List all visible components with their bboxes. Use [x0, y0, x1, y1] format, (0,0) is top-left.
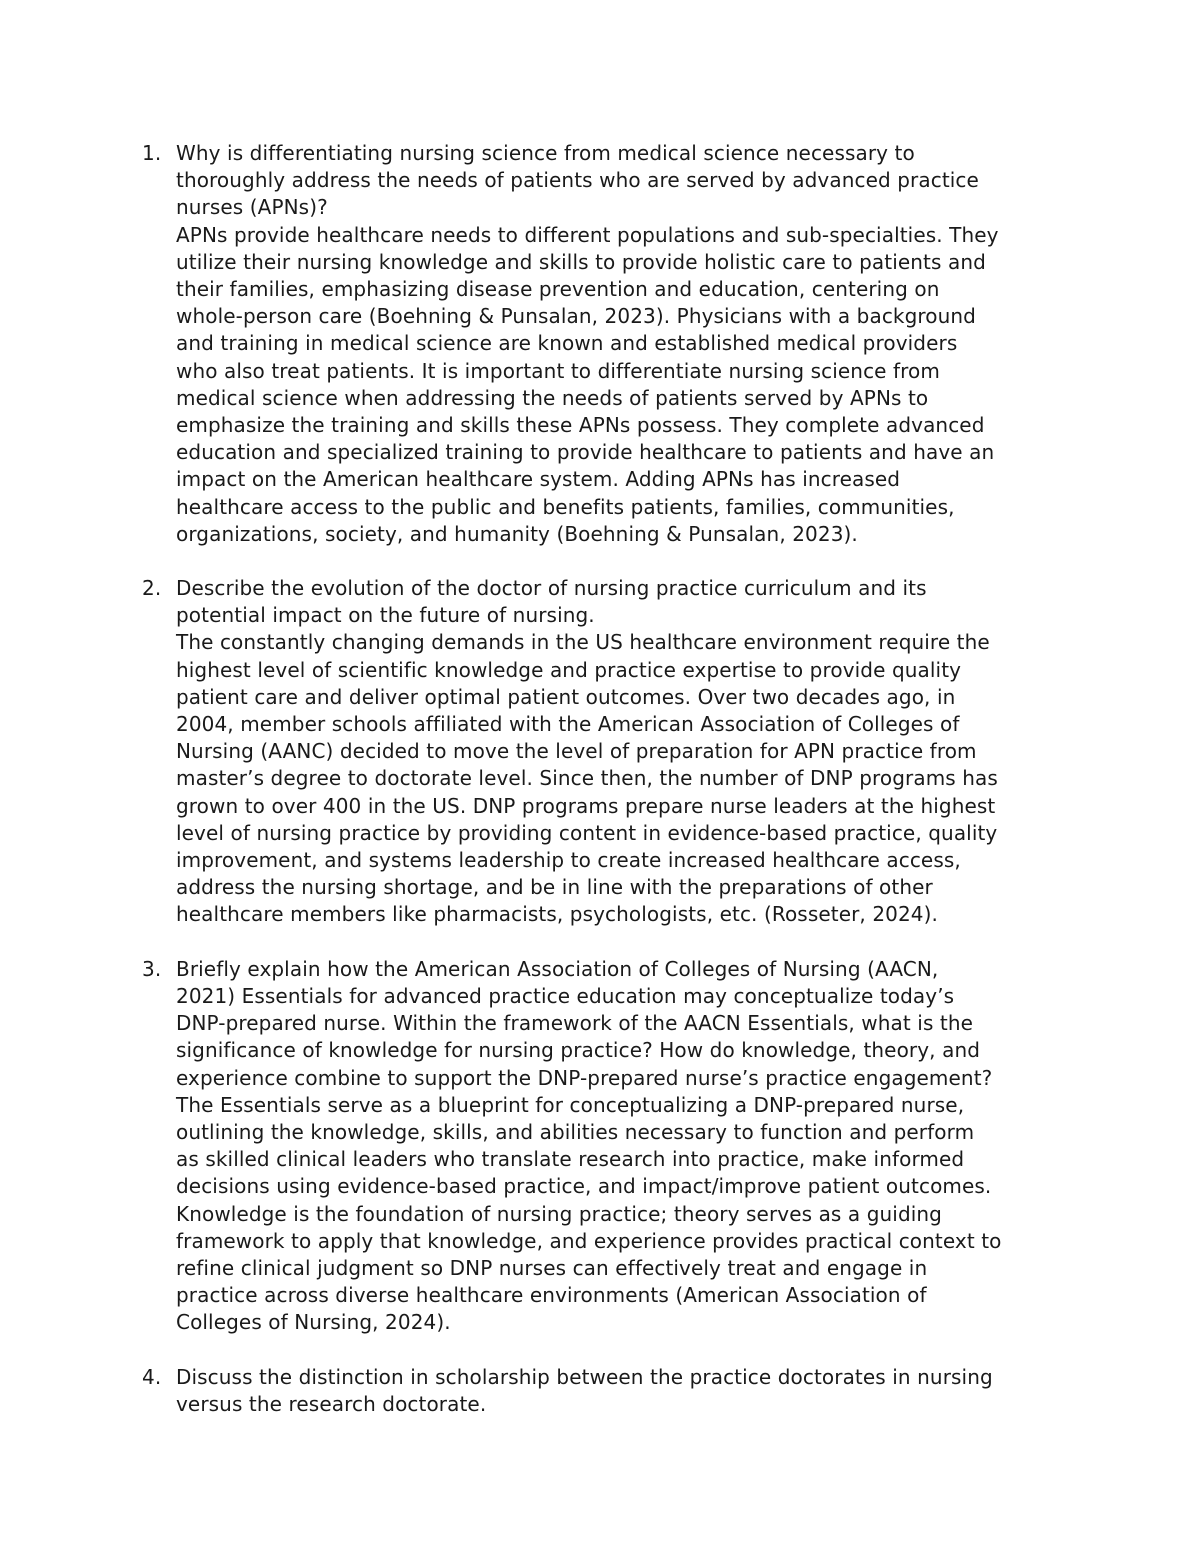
question-text: Why is differentiating nursing science from medical science necessary to thoroughly address the needs of patients who are served by advanced practice nurses (APNs)?: [176, 141, 979, 220]
question-text: Describe the evolution of the doctor of nursing practice curriculum and its potential impact on the future of nursing.: [176, 576, 927, 628]
item-number: 2.: [142, 576, 162, 601]
answer-text: APNs provide healthcare needs to different populations and sub-specialties. They utilize their nursing knowledge and skills to provide holistic care to patients and their families, emphasizing disease prevention and education, centering on whole-person care (Boehning & Punsalan, 2023). Physicians with a background and training in medical science are known and established medical providers who also treat patients. It is important to differentiate nursing science from medical science when addressing the needs of patients served by APNs to emphasize the training and skills these APNs possess. They complete advanced education and specialized training to provide healthcare to patients and have an impact on the American healthcare system. Adding APNs has increased healthcare access to the public and benefits patients, families, communities, organizations, society, and humanity (Boehning & Punsalan, 2023).: [176, 222, 999, 546]
answer-text: The Essentials serve as a blueprint for conceptualizing a DNP-prepared nurse, outlining the knowledge, skills, and abilities necessary to function and perform as skilled clinical leaders who translate research into practice, make informed decisions using evidence-based practice, and impact/improve patient outcomes. Knowledge is the foundation of nursing practice; theory serves as a guiding framework to apply that knowledge, and experience provides practical context to refine clinical judgment so DNP nurses can effectively treat and engage in practice across diverse healthcare environments (American Association of Colleges of Nursing, 2024).: [176, 1092, 1002, 1335]
question-list: [142, 140, 1066, 1445]
list-item: [142, 575, 1066, 929]
list-item: [142, 140, 1066, 548]
list-item: [142, 1364, 1066, 1418]
item-number: 3.: [142, 956, 162, 981]
question-text: Briefly explain how the American Association of Colleges of Nursing (AACN, 2021) Essentials for advanced practice education may conceptualize today’s DNP-prepared nurse. Within the framework of the AACN Essentials, what is the significance of knowledge for nursing practice? How do knowledge, theory, and experience combine to support the DNP-prepared nurse’s practice engagement?: [176, 956, 993, 1090]
list-item: [142, 956, 1066, 1337]
question-text: Discuss the distinction in scholarship between the practice doctorates in nursing versus the research doctorate.: [176, 1364, 993, 1416]
item-number: 1.: [142, 141, 162, 165]
answer-text: The constantly changing demands in the US healthcare environment require the highest level of scientific knowledge and practice expertise to provide quality patient care and deliver optimal patient outcomes. Over two decades ago, in 2004, member schools affiliated with the American Association of Colleges of Nursing (AANC) decided to move the level of preparation for APN practice from master’s degree to doctorate level. Since then, the number of DNP programs has grown to over 400 in the US. DNP programs prepare nurse leaders at the highest level of nursing practice by providing content in evidence-based practice, quality improvement, and systems leadership to create increased healthcare access, address the nursing shortage, and be in line with the preparations of other healthcare members like pharmacists, psychologists, etc. (Rosseter, 2024).: [176, 630, 998, 927]
item-number: 4.: [142, 1364, 162, 1389]
